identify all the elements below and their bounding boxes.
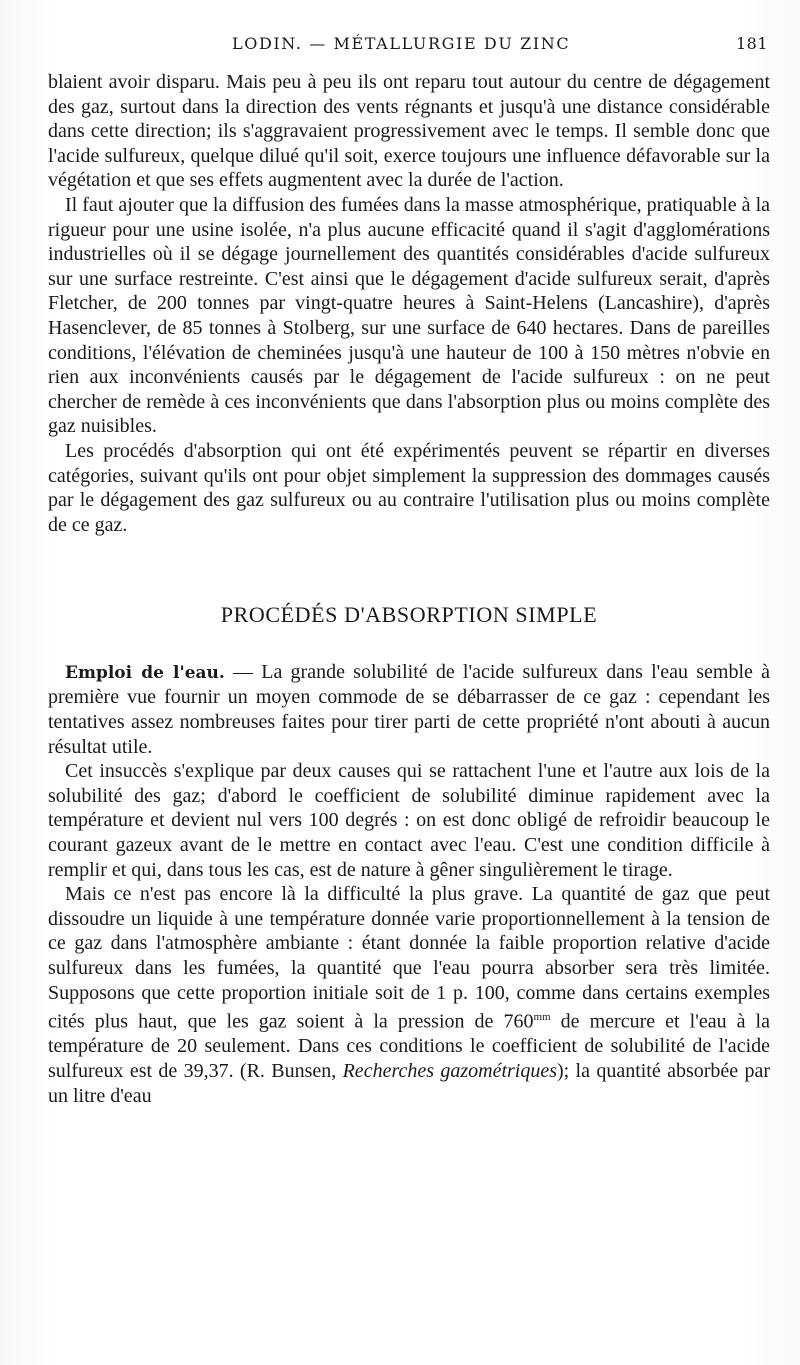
paragraph-continued: blaient avoir disparu. Mais peu à peu ils ont reparu tout autour du centre de dégagement des gaz, surtout dans la direction des vents régnants et jusqu'à une distance considérable dans cette direction; ils s'aggravaient progressivement avec le temps. Il semble donc que l'acide sulfureux, quelque dilué qu'il soit, exerce toujours une influence défavorable sur la végétation et que ses effets augmentent avec la durée de l'action. [48,71,770,192]
paragraph-emploi-eau-text: — La grande solubilité de l'acide sulfureux dans l'eau semble à première vue fournir un moyen commode de se débarrasser de ce gaz : cependant les tentatives assez nombreuses faites pour tirer parti de cette propriété n'ont abouti à aucun résultat utile. [48,660,770,758]
paragraph-difficulte-text-middle: de mercure et l'eau à la température de 20 seulement. Dans ces conditions le coefficient de solubilité de l'acide sulfureux est de 39,37. (R. Bunsen, [48,1010,770,1083]
citation-title: Recherches gazométriques [342,1060,558,1083]
paragraph-difficulte-text-after: ); la quantité absorbée par un litre d'eau [48,1060,771,1107]
paragraph-difficulte [48,882,770,1108]
run-in-title: Emploi de l'eau. [65,662,225,683]
paragraph-insucces: Cet insuccès s'explique par deux causes qui se rattachent l'une et l'autre aux lois de la solubilité des gaz; d'abord le coefficient de solubilité diminue rapidement avec la température et devient nul vers 100 degrés : on est donc obligé de refroidir beaucoup le courant gazeux avant de le mettre en contact avec l'eau. C'est une condition difficile à remplir et qui, dans tous les cas, est de nature à gêner singulièrement le tirage. [48,760,770,881]
unit-superscript: mm [533,1011,551,1024]
section-heading: PROCÉDÉS D'ABSORPTION SIMPLE [220,602,598,628]
running-title: LODIN. — MÉTALLURGIE DU ZINC [232,34,571,53]
paragraph-absorption-categories: Les procédés d'absorption qui ont été expérimentés peuvent se répartir en diverses catégories, suivant qu'ils ont pour objet simplement la suppression des dommages causés par le dégagement des gaz sulfureux ou au contraire l'utilisation plus ou moins complète de ce gaz. [48,439,770,536]
paragraph-difficulte-text-before: Mais ce n'est pas encore là la difficulté la plus grave. La quantité de gaz que peut dissoudre un liquide à une température donnée varie proportionnellement à la tension de ce gaz dans l'atmosphère ambiante : étant donnée la faible proportion relative d'acide sulfureux dans les fumées, la quantité que l'eau pourra absorber sera très limitée. Supposons que cette proportion initiale soit de 1 p. 100, comme dans certains exemples cités plus haut, que les gaz soient à la pression de 760 [48,883,770,1033]
page-number: 181 [735,34,768,53]
paragraph-diffusion: Il faut ajouter que la diffusion des fumées dans la masse atmosphérique, pratiquable à la rigueur pour une usine isolée, n'a plus aucune efficacité quand il s'agit d'agglomérations industrielles où il se dégage journellement des quantités considérables d'acide sulfureux sur une surface restreinte. C'est ainsi que le dégagement d'acide sulfureux serait, d'après Fletcher, de 200 tonnes par vingt-quatre heures à Saint-Helens (Lancashire), d'après Hasenclever, de 85 tonnes à Stolberg, sur une surface de 640 hectares. Dans de pareilles conditions, l'élévation de cheminées jusqu'à une hauteur de 100 à 150 mètres n'obvie en rien aux inconvénients causés par le dégagement de l'acide sulfureux : on ne peut chercher de remède à ces inconvénients que dans l'absorption plus ou moins complète des gaz nuisibles. [48,193,770,438]
body-text [48,70,770,1108]
running-head [0,34,800,56]
paragraph-emploi-eau [48,660,770,759]
